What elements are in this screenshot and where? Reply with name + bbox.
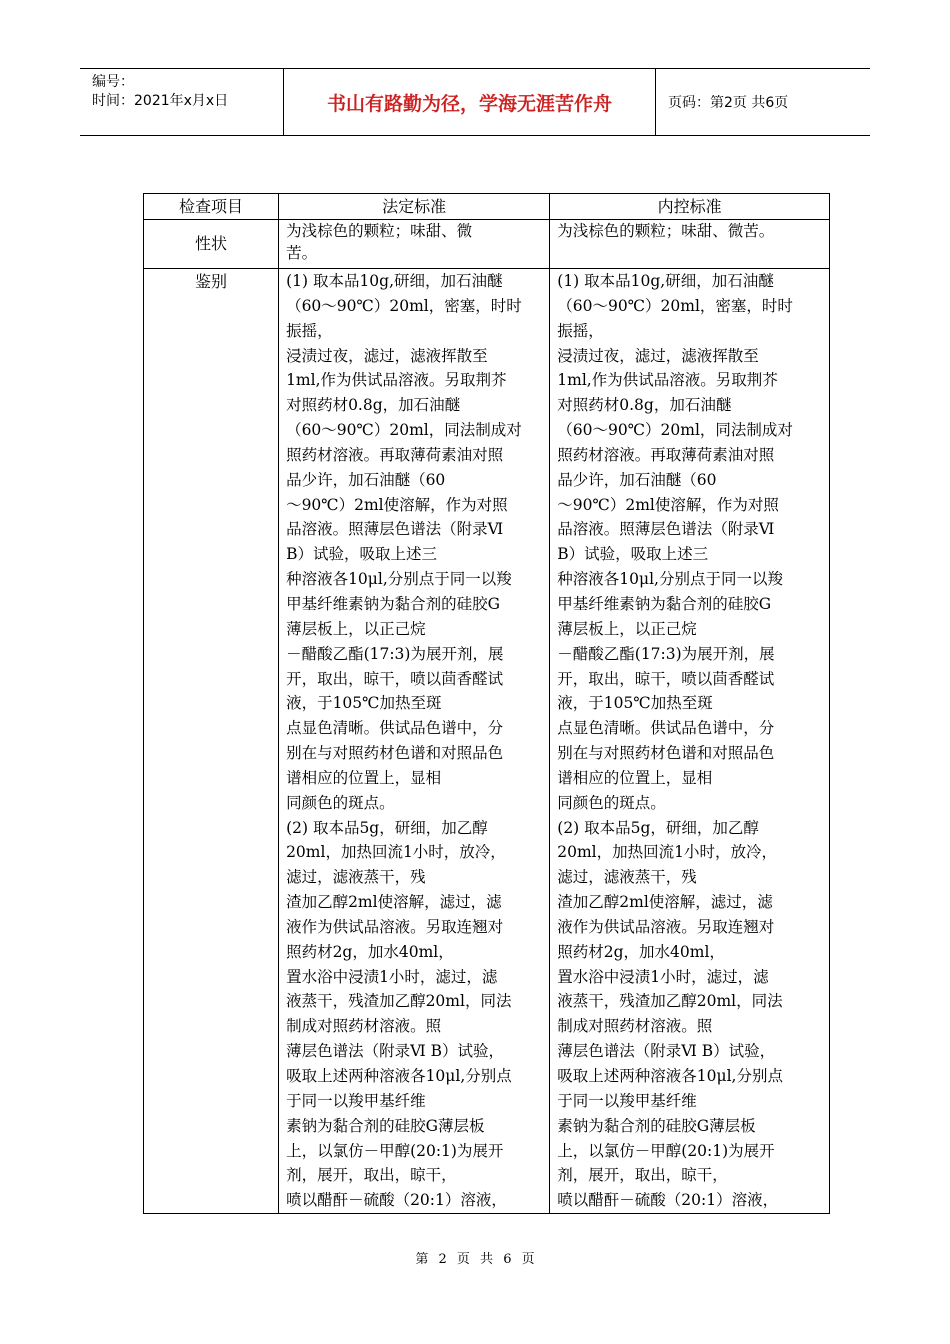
text-line: 同颜色的斑点。 bbox=[557, 793, 666, 812]
text-line: 照药材2g，加水40ml， bbox=[557, 942, 725, 961]
text-line: (2) 取本品5g，研细，加乙醇 bbox=[557, 818, 759, 837]
text-line: 对照药材0.8g，加石油醚 bbox=[557, 396, 732, 415]
text-line: 甲基纤维素钠为黏合剂的硅胶G bbox=[557, 594, 772, 613]
text-line: 喷以醋酐－硫酸（20:1）溶液， bbox=[557, 1191, 779, 1210]
page-header bbox=[80, 68, 870, 136]
text-line: 上，以氯仿－甲醇(20:1)为展开 bbox=[557, 1141, 775, 1160]
text-line: 种溶液各10μl,分别点于同一以羧 bbox=[557, 570, 783, 589]
text-line: 素钠为黏合剂的硅胶G薄层板 bbox=[286, 1116, 485, 1135]
text-line: 液蒸干，残渣加乙醇20ml，同法 bbox=[286, 992, 512, 1011]
text-line: 20ml，加热回流1小时，放冷， bbox=[557, 843, 778, 862]
header-meta bbox=[80, 69, 284, 135]
text-line: 别在与对照药材色谱和对照品色 bbox=[557, 744, 775, 763]
row-internal-text bbox=[550, 269, 830, 1214]
column-header-statutory: 法定标准 bbox=[279, 194, 550, 220]
column-header-internal: 内控标准 bbox=[550, 194, 830, 220]
row-item-name: 鉴别 bbox=[144, 269, 279, 1214]
text-line: 照药材溶液。再取薄荷素油对照 bbox=[286, 445, 504, 464]
text-line: 液，于105℃加热至斑 bbox=[286, 694, 442, 713]
text-line: 别在与对照药材色谱和对照品色 bbox=[286, 744, 504, 763]
text-line: ～90℃）2ml使溶解，作为对照 bbox=[557, 495, 779, 514]
row-item-name: 性状 bbox=[144, 220, 279, 269]
text-line: 1ml,作为供试品溶液。另取荆芥 bbox=[286, 371, 507, 390]
text-line: 谱相应的位置上，显相 bbox=[286, 768, 442, 787]
text-line: 薄层板上，以正己烷 bbox=[286, 619, 426, 638]
text-line: （60～90℃）20ml，密塞，时时 bbox=[557, 296, 793, 315]
text-line: 素钠为黏合剂的硅胶G薄层板 bbox=[557, 1116, 756, 1135]
text-line: 浸渍过夜，滤过，滤液挥散至 bbox=[557, 346, 759, 365]
text-line: B）试验，吸取上述三 bbox=[286, 545, 437, 564]
text-line: －醋酸乙酯(17:3)为展开剂，展 bbox=[286, 644, 504, 663]
header-motto: 书山有路勤为径，学海无涯苦作舟 bbox=[284, 69, 656, 135]
text-line: 滤过，滤液蒸干，残 bbox=[557, 868, 697, 887]
table-header-row bbox=[144, 194, 830, 220]
text-line: ～90℃）2ml使溶解，作为对照 bbox=[286, 495, 508, 514]
document-number-label: 编号： bbox=[92, 74, 134, 90]
table-row bbox=[144, 269, 830, 1214]
text-line: 剂，展开，取出，晾干， bbox=[286, 1166, 457, 1185]
text-line: 滤过，滤液蒸干，残 bbox=[286, 868, 426, 887]
text-line: 开，取出，晾干，喷以茴香醛试 bbox=[557, 669, 775, 688]
text-line: 于同一以羧甲基纤维 bbox=[286, 1091, 426, 1110]
text-line: 薄层色谱法（附录Ⅵ B）试验， bbox=[286, 1042, 504, 1061]
text-line: （60～90℃）20ml，同法制成对 bbox=[557, 421, 793, 440]
header-page-label: 页码：第2页 共6页 bbox=[668, 95, 789, 111]
text-line: 置水浴中浸渍1小时，滤过，滤 bbox=[557, 967, 769, 986]
text-line: B）试验，吸取上述三 bbox=[557, 545, 709, 564]
text-line: 渣加乙醇2ml使溶解，滤过，滤 bbox=[286, 893, 502, 912]
inspection-table bbox=[143, 193, 830, 1214]
text-line: 于同一以羧甲基纤维 bbox=[557, 1091, 697, 1110]
document-date-label: 时间：2021年x月x日 bbox=[92, 93, 229, 109]
text-line: －醋酸乙酯(17:3)为展开剂，展 bbox=[557, 644, 775, 663]
text-line: 同颜色的斑点。 bbox=[286, 793, 395, 812]
text-line: 吸取上述两种溶液各10μl,分别点 bbox=[286, 1067, 512, 1085]
text-line: （60～90℃）20ml，密塞，时时 bbox=[286, 296, 522, 315]
text-line: 20ml，加热回流1小时，放冷， bbox=[286, 843, 506, 862]
text-line: 薄层色谱法（附录Ⅵ B）试验， bbox=[557, 1042, 776, 1061]
table-row bbox=[144, 220, 830, 269]
text-line: 照药材溶液。再取薄荷素油对照 bbox=[557, 445, 775, 464]
text-line: 谱相应的位置上，显相 bbox=[557, 768, 713, 787]
row-statutory-text bbox=[279, 269, 550, 1214]
text-line: 液，于105℃加热至斑 bbox=[557, 694, 713, 713]
text-line: 喷以醋酐－硫酸（20:1）溶液， bbox=[286, 1191, 507, 1210]
text-line: 薄层板上，以正己烷 bbox=[557, 619, 697, 638]
text-line: 点显色清晰。供试品色谱中，分 bbox=[557, 719, 775, 738]
text-line: 渣加乙醇2ml使溶解，滤过，滤 bbox=[557, 893, 773, 912]
text-line: 制成对照药材溶液。照 bbox=[557, 1017, 713, 1036]
text-line: (1) 取本品10g,研细，加石油醚 bbox=[557, 272, 774, 290]
text-line: 点显色清晰。供试品色谱中，分 bbox=[286, 719, 504, 738]
page-footer: 第 2 页 共 6 页 bbox=[415, 1252, 535, 1267]
text-line: 甲基纤维素钠为黏合剂的硅胶G bbox=[286, 594, 500, 613]
text-line: 为浅棕色的颗粒；味甜、微苦。 bbox=[557, 222, 775, 240]
text-line: 为浅棕色的颗粒；味甜、微 bbox=[286, 222, 473, 240]
text-line: （60～90℃）20ml，同法制成对 bbox=[286, 421, 522, 440]
text-line: 液作为供试品溶液。另取连翘对 bbox=[557, 917, 775, 936]
text-line: 上，以氯仿－甲醇(20:1)为展开 bbox=[286, 1141, 504, 1160]
text-line: 品少许，加石油醚（60 bbox=[286, 470, 446, 489]
text-line: 剂，展开，取出，晾干， bbox=[557, 1166, 728, 1185]
text-line: 液作为供试品溶液。另取连翘对 bbox=[286, 917, 504, 936]
text-line: 开，取出，晾干，喷以茴香醛试 bbox=[286, 669, 504, 688]
text-line: 对照药材0.8g，加石油醚 bbox=[286, 396, 461, 415]
text-line: 制成对照药材溶液。照 bbox=[286, 1017, 442, 1036]
row-statutory-text bbox=[279, 220, 550, 269]
text-line: 浸渍过夜，滤过，滤液挥散至 bbox=[286, 346, 488, 365]
text-line: 照药材2g，加水40ml， bbox=[286, 942, 454, 961]
text-line: 品溶液。照薄层色谱法（附录Ⅵ bbox=[286, 520, 504, 539]
column-header-item: 检查项目 bbox=[144, 194, 279, 220]
text-line: (1) 取本品10g,研细，加石油醚 bbox=[286, 272, 503, 290]
text-line: 吸取上述两种溶液各10μl,分别点 bbox=[557, 1067, 783, 1085]
text-line: 品溶液。照薄层色谱法（附录Ⅵ bbox=[557, 520, 775, 539]
text-line: 置水浴中浸渍1小时，滤过，滤 bbox=[286, 967, 498, 986]
text-line: 振摇， bbox=[286, 321, 333, 340]
text-line: 振摇， bbox=[557, 321, 604, 340]
text-line: (2) 取本品5g，研细，加乙醇 bbox=[286, 818, 488, 837]
text-line: 品少许，加石油醚（60 bbox=[557, 470, 717, 489]
text-line: 种溶液各10μl,分别点于同一以羧 bbox=[286, 570, 512, 589]
text-line: 液蒸干，残渣加乙醇20ml，同法 bbox=[557, 992, 783, 1011]
text-line: 1ml,作为供试品溶液。另取荆芥 bbox=[557, 371, 778, 390]
row-internal-text bbox=[550, 220, 830, 269]
text-line: 苦。 bbox=[286, 244, 318, 262]
